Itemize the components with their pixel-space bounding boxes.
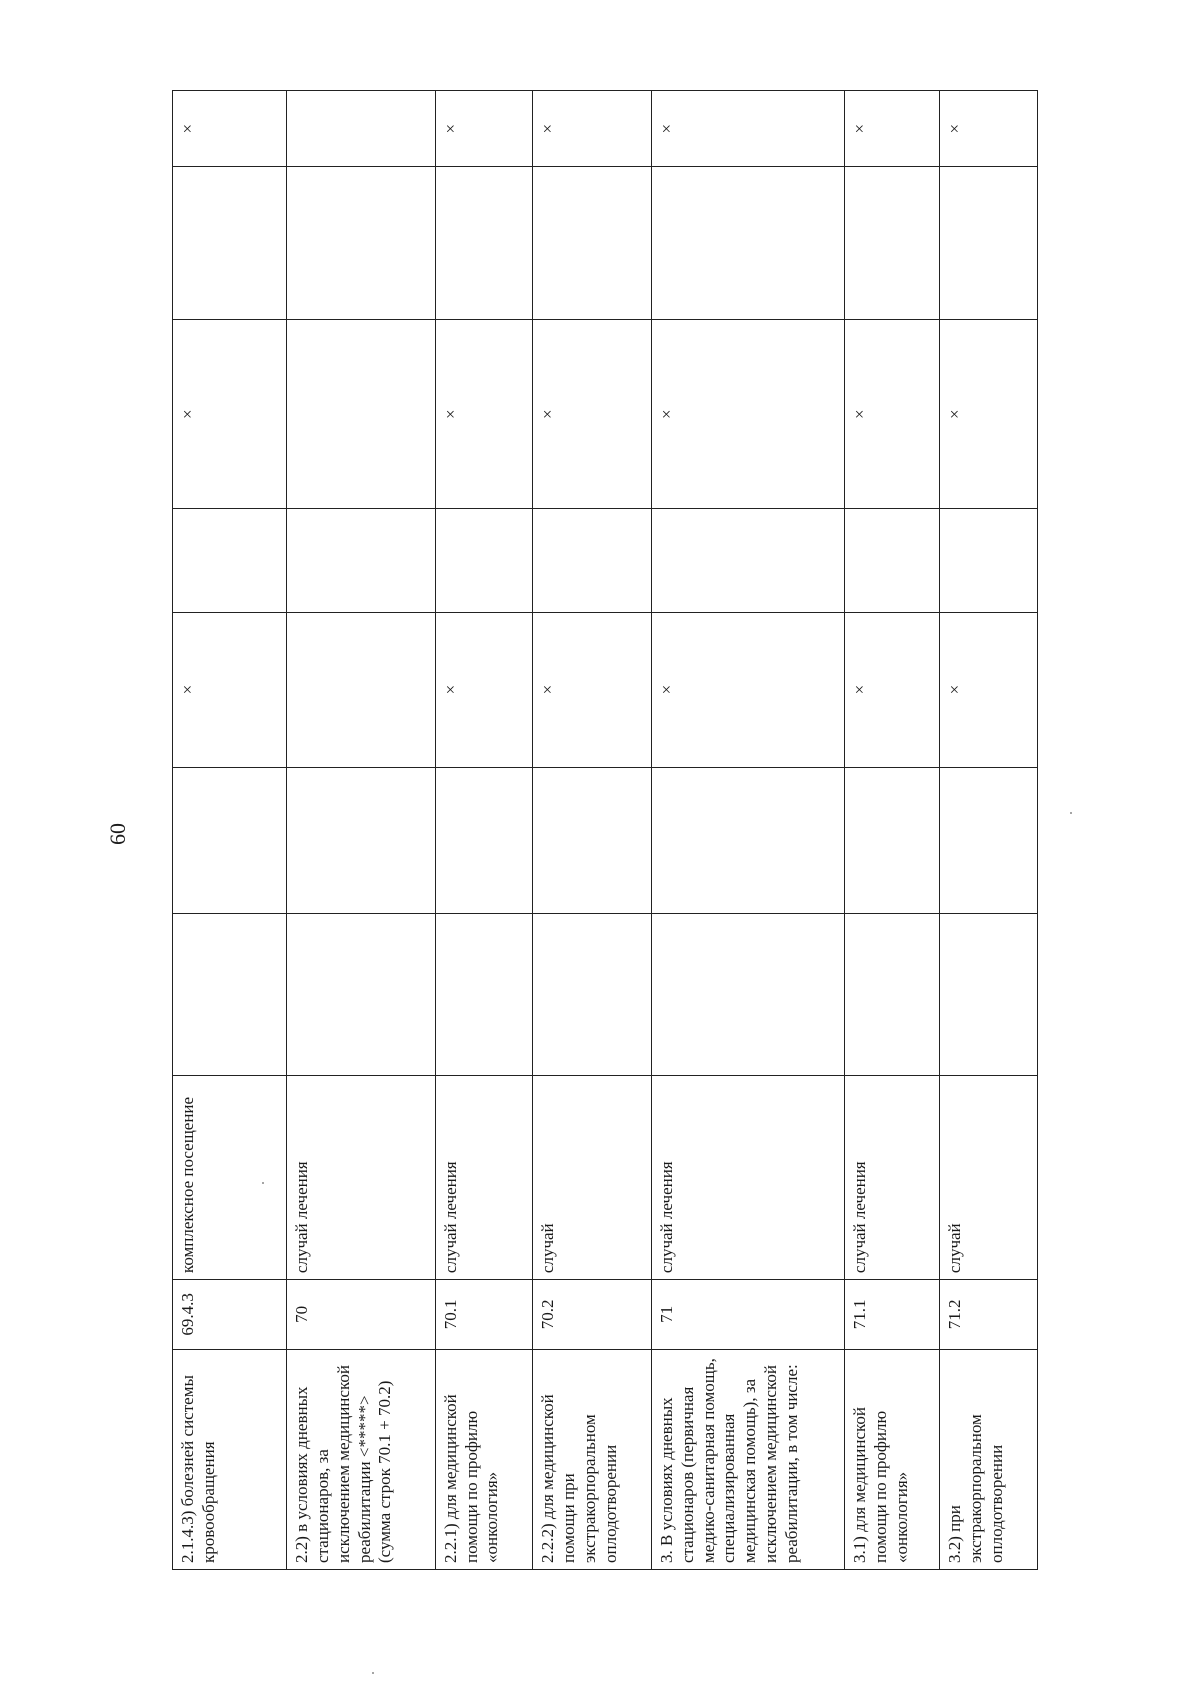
row-value-cell <box>940 767 1038 913</box>
row-value-cell <box>652 913 845 1075</box>
row-value-cell: × <box>845 612 940 767</box>
row-name-cell: 3.2) при экстракорпоральном оплодотворении <box>940 1349 1038 1569</box>
row-value-cell <box>533 167 652 320</box>
row-unit-cell: случай <box>940 1075 1038 1280</box>
row-value-cell <box>940 509 1038 612</box>
row-name-cell: 2.1.4.3) болезней системы кровообращения <box>173 1349 287 1569</box>
row-value-cell: × <box>940 320 1038 509</box>
row-value-cell <box>435 913 533 1075</box>
row-value-cell: × <box>940 612 1038 767</box>
row-value-cell <box>287 320 435 509</box>
row-unit-cell: случай <box>533 1075 652 1280</box>
row-value-cell <box>287 167 435 320</box>
row-value-cell <box>940 913 1038 1075</box>
row-name-cell: 2.2) в условиях дневных стационаров, за исключением медицинской реабилитации <*****> (сумма строк 70.1 + 70.2) <box>287 1349 435 1569</box>
row-value-cell: × <box>533 91 652 168</box>
row-value-cell: × <box>845 91 940 168</box>
row-value-cell <box>533 767 652 913</box>
row-code-cell: 70 <box>287 1280 435 1350</box>
row-value-cell <box>533 913 652 1075</box>
table-row <box>652 91 845 1570</box>
scan-speck <box>372 1672 374 1674</box>
row-code-cell: 71.1 <box>845 1280 940 1350</box>
row-code-cell: 71.2 <box>940 1280 1038 1350</box>
row-unit-cell: случай лечения <box>287 1075 435 1280</box>
row-value-cell <box>287 767 435 913</box>
row-value-cell <box>287 612 435 767</box>
row-value-cell <box>173 167 287 320</box>
row-value-cell: × <box>173 320 287 509</box>
table-row <box>533 91 652 1570</box>
row-name-cell: 2.2.2) для медицинской помощи при экстракорпоральном оплодотворении <box>533 1349 652 1569</box>
row-value-cell <box>173 509 287 612</box>
row-name-cell: 3. В условиях дневных стационаров (первичная медико-санитарная помощь, специализированная медицинская помощь), за исключением медицинской реабилитации, в том числе: <box>652 1349 845 1569</box>
row-code-cell: 69.4.3 <box>173 1280 287 1350</box>
row-value-cell <box>845 509 940 612</box>
row-value-cell <box>652 509 845 612</box>
table-row <box>845 91 940 1570</box>
row-value-cell <box>652 767 845 913</box>
row-name-cell: 2.2.1) для медицинской помощи по профилю «онкология» <box>435 1349 533 1569</box>
row-value-cell <box>435 509 533 612</box>
row-unit-cell: случай лечения <box>435 1075 533 1280</box>
page-number: 60 <box>105 823 130 845</box>
row-name-cell: 3.1) для медицинской помощи по профилю «онкология» <box>845 1349 940 1569</box>
rotated-table-frame <box>172 90 1038 1570</box>
row-value-cell: × <box>940 91 1038 168</box>
row-value-cell: × <box>845 320 940 509</box>
row-value-cell: × <box>435 612 533 767</box>
table-row <box>287 91 435 1570</box>
row-unit-cell: комплексное посещение <box>173 1075 287 1280</box>
row-value-cell <box>173 913 287 1075</box>
row-code-cell: 70.2 <box>533 1280 652 1350</box>
scan-speck <box>262 1182 264 1184</box>
table-row <box>173 91 287 1570</box>
row-code-cell: 70.1 <box>435 1280 533 1350</box>
table-row <box>940 91 1038 1570</box>
row-value-cell: × <box>533 612 652 767</box>
row-value-cell <box>940 167 1038 320</box>
scan-speck <box>1070 812 1072 814</box>
row-value-cell: × <box>173 612 287 767</box>
row-value-cell: × <box>435 320 533 509</box>
row-value-cell <box>652 167 845 320</box>
row-value-cell <box>845 767 940 913</box>
row-value-cell <box>435 167 533 320</box>
row-value-cell: × <box>435 91 533 168</box>
row-unit-cell: случай лечения <box>652 1075 845 1280</box>
row-value-cell <box>287 91 435 168</box>
row-value-cell: × <box>533 320 652 509</box>
table-row <box>435 91 533 1570</box>
row-code-cell: 71 <box>652 1280 845 1350</box>
row-value-cell <box>435 767 533 913</box>
row-value-cell: × <box>652 320 845 509</box>
row-value-cell <box>173 767 287 913</box>
row-value-cell: × <box>652 91 845 168</box>
row-value-cell <box>287 509 435 612</box>
row-value-cell <box>533 509 652 612</box>
volume-table <box>172 90 1038 1570</box>
row-value-cell <box>845 167 940 320</box>
row-unit-cell: случай лечения <box>845 1075 940 1280</box>
row-value-cell <box>845 913 940 1075</box>
row-value-cell: × <box>173 91 287 168</box>
row-value-cell: × <box>652 612 845 767</box>
row-value-cell <box>287 913 435 1075</box>
